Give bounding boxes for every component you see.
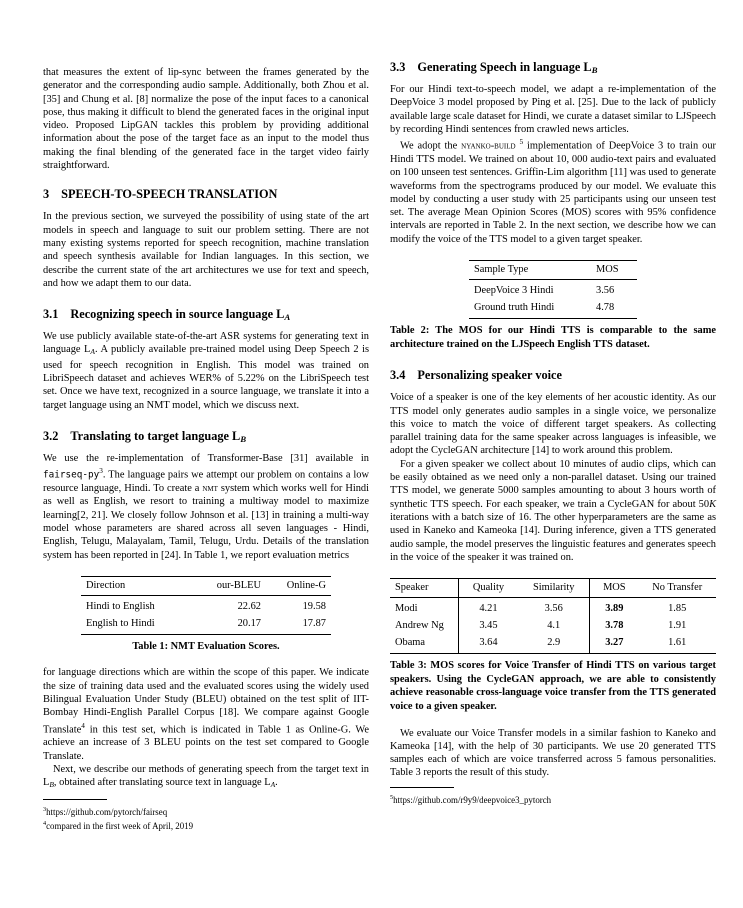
body-paragraph: We evaluate our Voice Transfer models in a similar fashion to Kaneko and Kameoka [14], with the help of 30 participants. We use 20 generated TTS samples each of which are voice transferred across 5 famous personalities. Table 3 reports the result of this study.: [390, 727, 716, 779]
table-caption: Table 1: NMT Evaluation Scores.: [132, 640, 280, 652]
table-cell: 3.89: [605, 603, 624, 615]
table-cell: 4.21: [479, 603, 498, 615]
heading-number: 3.4: [390, 368, 406, 383]
table-cell: Ground truth Hindi: [469, 299, 591, 319]
footnote: $^3$https://github.com/pytorch/fairseq: [43, 805, 168, 817]
voice-transfer-mos-table: [390, 578, 716, 654]
subsection-heading: [390, 60, 716, 75]
table-row: [469, 280, 637, 300]
table-cell: English to Hindi: [81, 615, 201, 635]
nmt-evaluation-table: [81, 576, 331, 635]
table-column-header: Direction: [81, 576, 201, 595]
table-cell: 3.56: [518, 598, 590, 618]
voice-transfer-mos-table: [390, 578, 716, 654]
right-column: [390, 0, 716, 806]
table-cell: Andrew Ng: [390, 617, 458, 634]
heading-number: 3.1: [43, 307, 59, 322]
table-cell: 22.62: [237, 600, 261, 612]
table-column-header: Online-G: [266, 576, 331, 595]
heading-number: 3: [43, 187, 50, 202]
table-cell: 2.9: [518, 634, 590, 654]
heading-title: Translating to target language LB: [70, 428, 247, 444]
table-column-header: MOS: [590, 579, 639, 598]
heading-title: SPEECH-TO-SPEECH TRANSLATION: [61, 187, 278, 202]
heading-title: Generating Speech in language LB: [417, 60, 598, 75]
heading-number: 3.2: [43, 428, 59, 443]
table-row: [390, 634, 716, 654]
table-row: [469, 299, 637, 319]
table-row: [390, 617, 716, 634]
subsection-heading: [43, 429, 369, 444]
table-cell: 1.85: [668, 603, 687, 615]
body-paragraph: We use publicly available state-of-the-art ASR systems for generating text in language LA. A publicly available pre-trained model using Deep Speech 2 is used for speech recognition in English. This model was trained on LibriSpeech dataset and achieves WER% of 5.22% on the LibriSpeech test set. Once we have text, recognized in a source language, we translate it into a target language using an NMT model, which we discuss next.: [43, 331, 370, 411]
footnote-divider: [390, 787, 454, 788]
body-paragraph: For our Hindi text-to-speech model, we adapt a re-implementation of the DeepVoice 3 model proposed by Ping et al. [25]. Due to the lack of publicly available large scale dataset for Hindi, we curate a dataset similar to LJSpeech by recording Hindi sentences from crawled news articles.: [390, 84, 716, 135]
table-cell: 3.45: [479, 620, 498, 632]
nmt-evaluation-table: [43, 576, 369, 635]
table-column-header: MOS: [591, 261, 637, 280]
table-column-header: Quality: [458, 579, 518, 598]
table-cell: 3.64: [458, 634, 518, 654]
footnote: $^5$https://github.com/r9y9/deepvoice3_pytorch: [390, 793, 552, 805]
table-column-header: No Transfer: [638, 579, 716, 598]
body-paragraph: In the previous section, we surveyed the possibility of using state of the art models in speech and language to suit our problem setting. There are not many existing systems reported for speech recognition, machine translation and speech synthesis available for Indian languages. In this section, we describe the current state of the art architectures we use for text and speech, and how we adapt them to our data.: [43, 211, 369, 289]
subsection-heading: [390, 368, 716, 383]
body-paragraph: Voice of a speaker is one of the key elements of her acoustic identity. As our TTS model only generates audio samples in a single voice, we personalize this voice to match the voice of different target speakers. As collecting parallel training data for the same speaker across languages is infeasible, we adopt the CycleGAN architecture [14] to work around this problem.: [390, 392, 716, 457]
section-heading: [43, 187, 369, 202]
table-caption: Table 2: The MOS for our Hindi TTS is comparable to the same architecture trained on the LJSpeech English TTS dataset.: [390, 325, 716, 350]
footnotes-block: [43, 799, 369, 833]
table-cell: 17.87: [266, 615, 331, 635]
table-column-header: our-BLEU: [201, 576, 266, 595]
table-row: [81, 615, 331, 635]
footnotes-block: [390, 787, 716, 806]
table-column-header: Speaker: [390, 579, 458, 598]
table-column-header: Sample Type: [469, 261, 591, 280]
heading-title: Personalizing speaker voice: [417, 368, 562, 383]
body-paragraph: for language directions which are within the scope of this paper. We indicate the size of training data used and the evaluated scores using the widely used Bilingual Evaluation Under Study (BLEU) obtained on the test split of IIT-Bombay Hindi-English Parallel Corpus [18]. We compare against Google Translate$^4$ in this test set, which is indicated in Table 1 as Online-G. We achieve an increase of 3 BLEU points on the test set compared to Google Translate.: [43, 667, 369, 762]
table-cell: 1.91: [668, 620, 687, 632]
table-cell: Hindi to English: [86, 600, 155, 612]
table-cell: 3.78: [605, 620, 624, 632]
table-cell: Modi: [390, 598, 458, 618]
body-paragraph: We adopt the nyanko-build $^5$ implementation of DeepVoice 3 to train our Hindi TTS model. We trained on about 10, 000 audio-text pairs and evaluated on 100 unseen test sentences. Griffin-Lim algorithm [11] was used to generate waveforms from the spectrograms produced by our model. We evaluate this model by conducting a user study with 25 participants using our unseen test set. The average Mean Opinion Scores (MOS) scores with 95% confidence intervals are reported in Table 2. In the next section, we describe how we can modify the voice of the TTS model to a given target speaker.: [390, 138, 716, 245]
table-cell: 19.58: [302, 600, 326, 612]
heading-number: 3.3: [390, 60, 406, 74]
table-cell: 20.17: [201, 615, 266, 635]
body-paragraph: Next, we describe our methods of generating speech from the target text in LB, obtained after translating source text in language LA.: [43, 764, 369, 790]
table-column-header: Similarity: [518, 579, 590, 598]
body-paragraph: For a given speaker we collect about 10 minutes of audio clips, which can be easily obtained as we need only a non-parallel dataset. Using our trained TTS model, we generate 5000 samples amounting to about 3 hours worth of synthetic TTS speech. For each speaker, we train a CycleGAN for about 50K iterations with a batch size of 16. The other hyperparameters are the same as used in Kaneko and Kameoka [14]. During inference, given a TTS generated audio sample, the model preserves the linguistic features and generates speech in the voice of the speaker it was trained on.: [390, 458, 716, 563]
heading-title: Recognizing speech in source language LA: [70, 307, 291, 323]
table-cell: 4.78: [591, 299, 637, 319]
table-cell: 1.61: [638, 634, 716, 654]
footnote-divider: [43, 799, 107, 800]
table-cell: 4.1: [518, 617, 590, 634]
left-column: [43, 0, 369, 832]
footnote: $^4$compared in the first week of April, 2019: [43, 819, 194, 831]
table-cell: 3.27: [590, 634, 639, 654]
table-row: [390, 598, 716, 618]
body-paragraph: that measures the extent of lip-sync between the frames generated by the generator and the corresponding audio sample. Additionally, both Zhou et al. [35] and Chung et al. [8] normalize the pose of the input faces to a canonical pose, thus making it difficult to blend the generated faces in the original input video. Proposed LipGAN tackles this problem by providing additional information about the pose of the target face as an input to the model thus making the final blending of the generated face in the target video fairly straightforward.: [43, 67, 369, 172]
subsection-heading: [43, 307, 369, 322]
table-cell: 3.56: [596, 285, 615, 297]
table-row: [81, 595, 331, 615]
table-cell: Obama: [390, 634, 458, 654]
table-caption: Table 3: MOS scores for Voice Transfer of Hindi TTS on various target speakers. Using the CycleGAN approach, we are able to consistently achieve reasonable cross-language voice transfer from the TTS generated voice to a given speaker.: [390, 660, 716, 712]
body-paragraph: We use the re-implementation of Transformer-Base [31] available in fairseq-$py^3$. The language pairs we attempt our problem on contains a low resource language, Hindi. To create a nmt system which works well for Hindi as well as English, we resort to training a multiway model to maximize learning[2, 21]. We closely follow Johnson et al. [13] in training a multi-way model whose parameters are shared across all seven languages - Hindi, English, Telugu, Malayalam, Tamil, Telugu, Urdu. Details of the translation system has been reported in [24]. In Table 1, we report evaluation metrics: [43, 452, 369, 561]
hindi-tts-mos-table: [390, 260, 716, 319]
table-cell: DeepVoice 3 Hindi: [474, 285, 554, 297]
hindi-tts-mos-table: [469, 260, 637, 319]
